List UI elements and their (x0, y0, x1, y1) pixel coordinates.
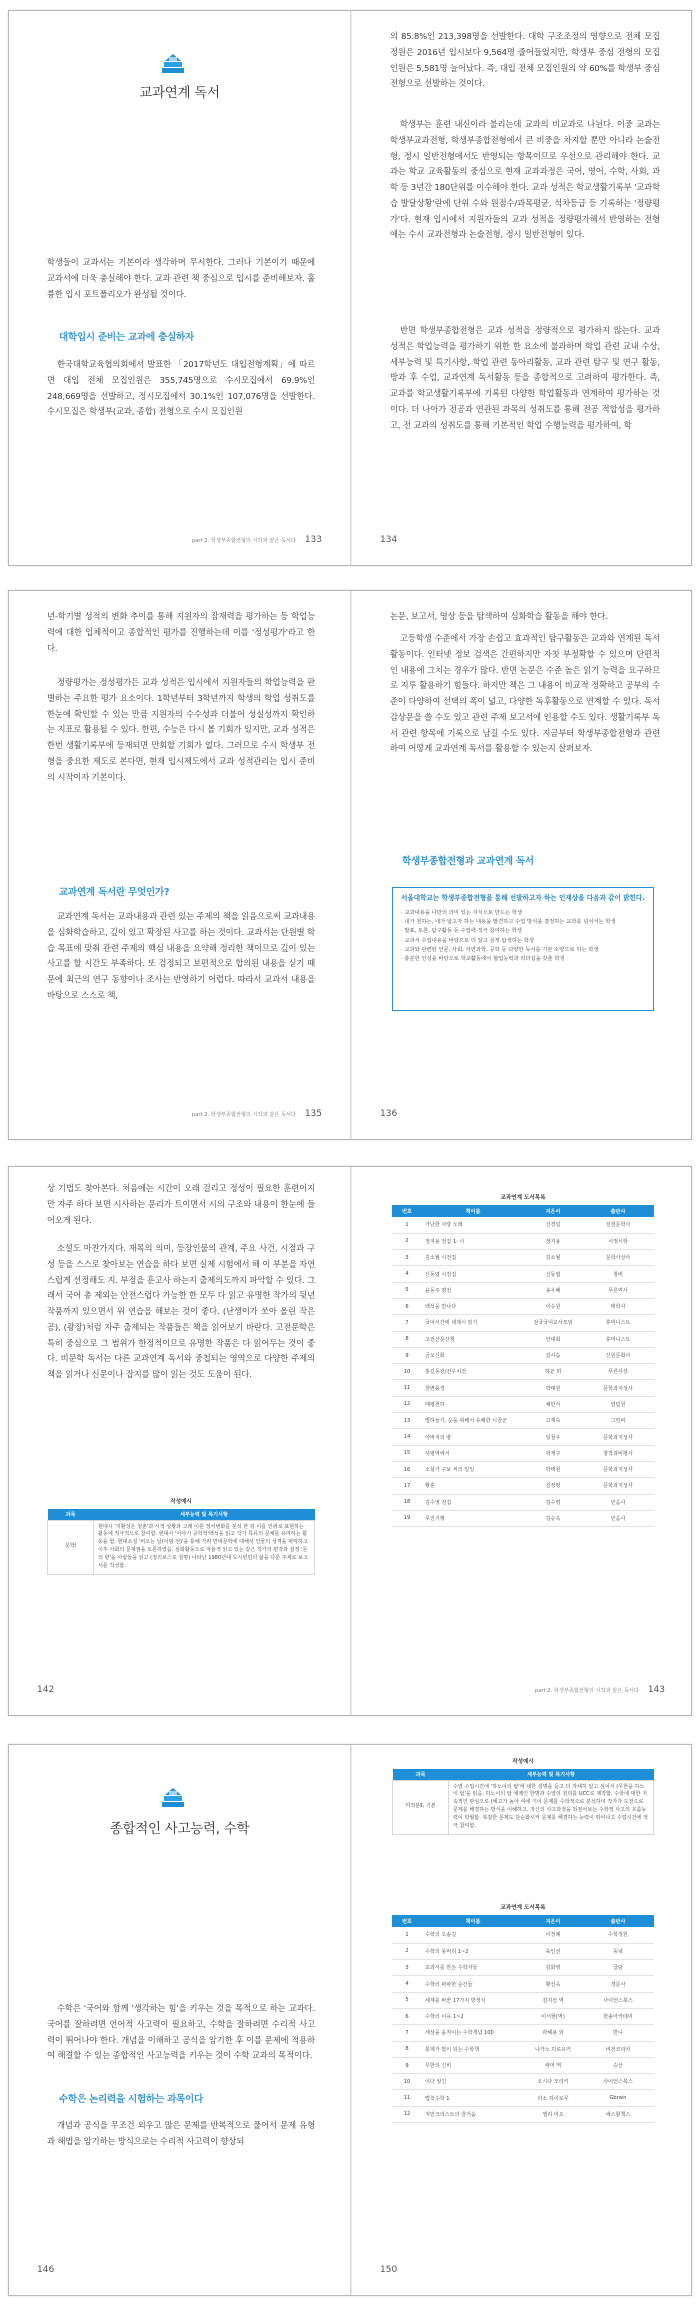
spread-146-150 (8, 1744, 692, 2296)
booklist-table (392, 1915, 654, 2123)
page-number: 142 (37, 1685, 55, 1695)
body-paragraph: 개념과 공식을 무조건 외우고 많은 문제를 반복적으로 풀어서 문제 유형과 해법을 암기하는 방식으로는 수리적 사고력이 향상되 (47, 2120, 315, 2146)
book-title: 무진기행 (422, 1510, 524, 1526)
book-publisher: 승산 (582, 2057, 654, 2073)
book-number: 7 (392, 2025, 422, 2041)
book-title: 정지용 전집 1: 시 (422, 1233, 524, 1249)
book-publisher: 휴머니스트 (582, 1315, 654, 1331)
col-title: 책이름 (422, 1915, 524, 1927)
callout-title: 서울대학교는 학생부종합전형을 통해 선발하고자 하는 인재상을 다음과 같이 밝힌다. (401, 894, 645, 902)
book-author: 육인선 (524, 1943, 582, 1959)
page-134 (352, 11, 692, 565)
booklist-row (392, 2041, 654, 2057)
page-150 (352, 1745, 692, 2295)
body-paragraph: 수학은 '국어와 함께 '생각하는 힘'을 키우는 것을 목적으로 하는 교과다. 국어를 잘하려면 언어적 사고력이 필요하고, 수학을 잘하려면 수리적 사고력이 뛰어나야 한다. 개념을 이해하고 공식을 암기한 후 이를 문제에 적용하여 해결할 수 있는 종합적인 사고능력을 키우는 것이 수학 교과의 목적이다. (47, 2003, 315, 2061)
book-publisher: 창비 (582, 1266, 654, 1282)
book-number: 4 (392, 1266, 422, 1282)
book-number: 12 (392, 1396, 422, 1412)
booklist-header-row (392, 1915, 654, 1927)
book-publisher: 에스할책스 (582, 2106, 654, 2122)
book-number: 7 (392, 1315, 422, 1331)
book-number: 4 (392, 1976, 422, 1992)
book-author: 이정례 (524, 1927, 582, 1943)
running-head: part 2. 학생부종합전형의 시작과 끝은 독서다 (191, 1112, 296, 1118)
record-text: 수열 수업시간에 '하노이의 탑'에 대한 설명을 듣고 더 자세히 알고 싶어서 (무한을 하노이 탑'을 읽음. 하노이의 탑 예제인 한명과 수열의 원리를 UCC로 제작함. 수학에 대한 지속적인 관심으로 (예고가 높아 여에 기이 문제를 수학적으로 분석하여 작가가 도전으로 문제를 해결하는 방식을 이해하고, 자신의 사고과정을 되짚어보는 수학적 사고의 흐름능력이 탁월함. 복잡한 문제도 단순화시켜 문제를 해결하는 능력이 뛰어나고 수업시간에 적극 참여함. (449, 1780, 654, 1834)
book-number: 17 (392, 1478, 422, 1494)
book-stack-icon (160, 1787, 186, 1809)
book-number: 18 (392, 1494, 422, 1510)
body-paragraph: 정량평가는 정성평가든 교과 성적은 입시에서 지원자들의 학업능력을 판별하는 주요한 평가 요소이다. 1학년부터 3학년까지 학생의 학업 성취도를 한눈에 확인할 수 있는 만큼 지원자의 수수성과 더불어 성실성까지 확인하는 지표로 활용될 수 있다. 한편, 수능은 다시 볼 기회가 있지만, 교과 성적은 한번 생활기록부에 등재되면 만회할 기회가 없다. 그러므로 수시 학생부 전형을 중요한 제도로 본다면, 현재 입시제도에서 교과 성적관리는 입시 준비의 시작이자 기본이다. (47, 677, 315, 782)
booklist-row (392, 1478, 654, 1494)
book-title: 소설가 구보 씨의 일일 (422, 1461, 524, 1477)
col-author: 지은이 (524, 1915, 582, 1927)
book-number: 2 (392, 1943, 422, 1959)
book-title: 윤동주 평전 (422, 1282, 524, 1298)
booklist-row (392, 1510, 654, 1526)
record-text: 현대시 '지환성은 청춘'과 시적 상황과 고래 이론 정서변화를 분석 한 뒤 이를 인위로 표현하는 활동에 적극적으로 참여함. 현대시 '이야기 공학적'백석을 읽고 작가 특유의 문체를 유미하는 활동을 함. 현대소설 '비오는 날(이범 선)'을 통해 가려 반대문학에 대해서 인물의 성격을 파악하고 이후 사회의 문제점을 토론하였음. 심화활동으로 자율적 읽고 있는 같은 작가의 편작과 설정 '문의 향'을 사람들을 읽고 (정의보스로 설명) 나타난 1980년대 도시빈민의 삶을 다룬 주제로 보고서를 작성함. (94, 1520, 315, 1574)
book-publisher: 민음사 (582, 1494, 654, 1510)
book-title: 천변풍경 (422, 1380, 524, 1396)
book-number: 10 (392, 1364, 422, 1380)
page-number: 143 (647, 1685, 665, 1695)
book-title: 통계가 빛이 되는 수학책 (422, 2041, 524, 2057)
booklist-row (392, 1976, 654, 1992)
book-publisher: 휴머니스트 (582, 1331, 654, 1347)
book-author: 김소월 (524, 1250, 582, 1266)
record-row (393, 1780, 654, 1834)
booklist-row (392, 1429, 654, 1445)
spread-133-134 (8, 10, 692, 566)
booklist-row (392, 1347, 654, 1363)
booklist-row (392, 1445, 654, 1461)
body-paragraph: 한국대학교육협의회에서 발표한 「2017학년도 대입전형계획」에 따르면 대입 전체 모집인원은 355,745명으로 수시모집에서 69.9%인 248,669명을 선발하고, 정시모집에서 30.1%인 107,076명을 선발한다. 수시모집은 학생부(교과, 종합) 전형으로 수시 모집인원 (47, 359, 315, 417)
col-title: 책이름 (422, 1205, 524, 1217)
book-author: 전국국어교사모임 (524, 1315, 582, 1331)
book-author: 라헤용 외 (524, 2025, 582, 2041)
record-example (47, 1497, 315, 1575)
booklist-row (392, 1380, 654, 1396)
book-publisher: 그린비 (582, 1413, 654, 1429)
book-title: 수학의 몽머리 1~2 (422, 1943, 524, 1959)
record-caption: 작성예시 (170, 1499, 192, 1505)
book-publisher: 서정시학 (582, 1233, 654, 1249)
booklist-row (392, 1250, 654, 1266)
record-col-detail: 세부능력 및 특기사항 (94, 1509, 315, 1520)
book-title: 수학의 오솔길 (422, 1927, 524, 1943)
page-143 (352, 1167, 692, 1715)
chapter-title: 종합적인 사고능력, 수학 (109, 1821, 250, 1837)
book-author: 박태원 (524, 1461, 582, 1477)
book-title: 교과서를 만든 수학자들 (422, 1960, 524, 1976)
book-author: 신동엽 (524, 1266, 582, 1282)
book-title: 사평역에서 (422, 1445, 524, 1461)
book-number: 9 (392, 2057, 422, 2073)
spread-135-136 (8, 590, 692, 1140)
booklist-header-row (392, 1205, 654, 1217)
book-author: 김수영 (524, 1494, 582, 1510)
book-number: 5 (392, 1992, 422, 2008)
book-number: 6 (392, 2008, 422, 2024)
book-publisher: 문학사상사 (582, 1250, 654, 1266)
book-author: 김정평 (524, 1478, 582, 1494)
section-heading: 수학은 논리력을 시험하는 과목이다 (59, 2094, 203, 2105)
booklist-row (392, 1960, 654, 1976)
book-author: 김화영 (524, 1960, 582, 1976)
booklist-row (392, 1331, 654, 1347)
book-title: 신동엽 시전집 (422, 1266, 524, 1282)
booklist (392, 1193, 654, 1527)
booklist-table (392, 1205, 654, 1527)
book-title: 국어시간에 세계시 읽기 (422, 1315, 524, 1331)
body-paragraph: 교과연계 독서는 교과내용과 관련 있는 주제의 책을 읽음으로써 교과내용을 심화학습하고, 깊이 있고 확장된 사고를 하는 것이다. 교과서는 단원별 학습 목표에 맞춰 관련 주제의 핵심 내용을 요약해 정리한 책이므로 깊이 있는 사고를 할 시간도 부족하다. 또 검정되고 보편적으로 합의된 내용을 싣기 때문에 최근의 연구 동향이나 조사는 반영하기 어렵다. 따라서 교과서 내용을 바탕으로 스스로 책, (47, 911, 315, 1000)
book-author: 엘리 마오 (524, 2106, 582, 2122)
callout-item: · 내가 원하는, 내가 알고자 하는 내용을 발견하고 수업 방식을 결정하는 교과를 넘어서는 학생 (401, 919, 616, 926)
book-title: 가난한 사랑 노래 (422, 1217, 524, 1233)
book-author: 허균 외 (524, 1364, 582, 1380)
record-table (47, 1509, 315, 1575)
book-publisher: 푸른사상 (582, 1364, 654, 1380)
body-paragraph: 학생들이 교과서는 기본이라 생각하며 무시한다. 그러나 기본이기 때문에 교과서에 더욱 충실해야 한다. 교과 관련 책 중심으로 입시를 준비해보자. 훌륭한 입시 포트폴리오가 완성될 것이다. (47, 257, 315, 299)
book-title: 세계를 바꾼 17가지 방정식 (422, 1992, 524, 2008)
book-publisher: 열림원 (582, 1396, 654, 1412)
book-number: 19 (392, 1510, 422, 1526)
book-number: 8 (392, 1331, 422, 1347)
book-author: 오시다 모리키 (524, 2074, 582, 2090)
book-number: 1 (392, 1927, 422, 1943)
body-paragraph: 소설도 마찬가지다. 재목의 의미, 등장인물의 관계, 주요 사건, 시점과 구성 등을 스스로 찾아보는 연습을 하다 보면 실제 시험에서 해 이 부분을 자연스럽게 선정해도 지. 부정을 훈고사 하는지 출제의도까지 파악할 수 있다. 그래서 국어 총 제외는 안전스럽다 가능한 한 모두 다 읽고 유명한 작가의 뒷년 작품까지 있으면서 위 연습을 해보는 것이 좋다. (난생이가 쏘아 올린 작은 공), (광장)처럼 자주 출제되는 작품들은 책을 읽어보기 바란다. 고전문학은 특히 중심으로 그 범위가 한정적이므로 유명한 작품은 다 읽어두는 것이 좋다. 비문학 독서는 다른 교과연계 독서와 중첩되는 영역으로 다양한 주제의 책을 읽거나 신문이나 잡지를 많이 읽는 것도 도움이 된다. (47, 1243, 315, 1379)
book-stack-icon (160, 53, 186, 75)
booklist-row (392, 1992, 654, 2008)
section-heading: 학생부종합전형과 교과연계 독서 (402, 856, 534, 867)
book-title: 황혼 (422, 1478, 524, 1494)
callout-list (401, 909, 645, 965)
booklist-row (392, 1943, 654, 1959)
book-title: 김소월 시전집 (422, 1250, 524, 1266)
booklist-body (392, 1927, 654, 2123)
book-number: 3 (392, 1960, 422, 1976)
book-publisher: 문학과지성사 (582, 1461, 654, 1477)
body-paragraph: 고등학생 수준에서 가장 손쉽고 효과적인 탐구활동은 교과와 연계된 독서활동이다. 인터넷 정보 검색은 간편하지만 자칫 부정확할 수 있으며 단편적인 내용에 그치는 경우가 많다. 반면 논문은 수준 높은 읽기 능력을 요구하므로 지루 활용하기 힘들다. 하지만 책은 그 내용이 비교적 정확하고 공부의 수준이 다양하여 선택의 폭이 넓고, 다양한 독후활동으로 연계할 수 있다. 독서감상문을 쓸 수도 있고 관련 주제 보고서에 인용할 수도 있다. 생활기록부 독서 관련 항목에 기록으로 남길 수도 있다. 지금부터 학생부종합전형과 관련하여 어떻게 교과연계 독서를 활용할 수 있는지 살펴보자. (390, 633, 660, 754)
body-paragraph: 논문, 보고서, 영상 등을 탐색하여 심화학습 활동을 해야 한다. (390, 611, 608, 621)
book-number: 12 (392, 2106, 422, 2122)
book-publisher: Gbrain (582, 2090, 654, 2106)
booklist (392, 1903, 654, 2123)
book-title: 아버지의 땅 (422, 1429, 524, 1445)
book-title: 이다 알긴 (422, 2074, 524, 2090)
book-title: 태평천하 (422, 1396, 524, 1412)
book-author: 김승옥 (524, 1510, 582, 1526)
col-publisher: 출판사 (582, 1205, 654, 1217)
book-publisher: 민음사 (582, 1510, 654, 1526)
col-number: 번호 (392, 1915, 422, 1927)
book-author: 송우혜 (524, 1282, 582, 1298)
page-142 (9, 1167, 350, 1715)
book-author: 이승원 (524, 1298, 582, 1314)
record-subject: 문학Ⅰ (48, 1520, 94, 1574)
section-heading: 교과연계 독서란 무엇인가? (59, 887, 170, 898)
book-title: 금오신화 (422, 1347, 524, 1363)
page-number: 150 (380, 2265, 398, 2275)
record-example (392, 1757, 654, 1835)
book-author: 나가노 히로유키 (524, 2041, 582, 2057)
book-title: 세상을 움직이는 수학개념 100 (422, 2025, 524, 2041)
callout-item: · 교과서 수업내용을 바탕으로 더 알고 싶게 탐색하는 학생 (401, 937, 534, 944)
book-author: 안대회 (524, 1331, 582, 1347)
book-publisher: 문학과지성사 (582, 1478, 654, 1494)
page-footer (192, 1109, 322, 1119)
book-title: 홍길동전/전우치전 (422, 1364, 524, 1380)
book-publisher: 글담 (582, 1960, 654, 1976)
book-title: 무한의 신비 (422, 2057, 524, 2073)
booklist-row (392, 1364, 654, 1380)
record-header-row (48, 1509, 315, 1520)
book-title: 고전산문산책 (422, 1331, 524, 1347)
book-number: 2 (392, 1233, 422, 1249)
body-paragraph: 상 기법도 찾아본다. 처음에는 시간이 오래 걸리고 정성이 필요한 훈련이지만 자주 하다 보면 시사하는 문리가 트이면서 시의 구조와 내용이 한눈에 들어오게 된다. (47, 1183, 315, 1225)
callout-item: · 교과내용을 나만의 의미 있는 지식으로 만드는 학생 (401, 909, 522, 916)
book-number: 13 (392, 1413, 422, 1429)
book-author: 채만식 (524, 1396, 582, 1412)
callout-box (392, 887, 654, 1011)
book-number: 10 (392, 2074, 422, 2090)
book-number: 3 (392, 1250, 422, 1266)
record-caption: 작성예시 (512, 1759, 534, 1765)
section-heading: 대학입시 준비는 교과에 충실하자 (59, 332, 195, 343)
body-paragraph: 반면 학생부종합전형은 교과 성적을 정량적으로 평가하지 않는다. 교과 성적은 학업능력을 평가하기 위한 한 요소에 불과하며 학업 관련 교내 수상, 세부능력 및 특기사항, 학업 관련 동아리활동, 교과 관련 탐구 및 연구 활동, 방과 후 수업, 교과연계 독서활동 등을 종합적으로 고려하여 평가한다. 즉, 교과를 학교생활기록부에 기록된 다양한 학업활동과 연계하여 평가하는 것이다. 더 나아가 전공과 연관된 과목의 성취도를 통해 전공 적합성을 평가하고, 전 교과의 성취도를 통해 기본적인 학업 수행능력을 평가하여, 학 (390, 325, 660, 430)
book-publisher: 사이언스북스 (582, 1992, 654, 2008)
book-number: 1 (392, 1217, 422, 1233)
record-row (48, 1520, 315, 1574)
book-author: 리소 하이로무 (524, 2090, 582, 2106)
book-title: 지민크리스트의 즐거움 (422, 2106, 524, 2122)
book-publisher: 반니 (582, 2025, 654, 2041)
book-publisher: 문학과지성사 (582, 1380, 654, 1396)
book-publisher: 실천문학사 (582, 1217, 654, 1233)
page-135 (9, 591, 350, 1139)
book-publisher: 한솔아카데미 (582, 2008, 654, 2024)
page-146 (9, 1745, 350, 2295)
book-author: 곽재구 (524, 1445, 582, 1461)
book-publisher: 사이언스북스 (582, 2074, 654, 2090)
page-number: 133 (304, 535, 322, 545)
book-author: 황선욱 (524, 1976, 582, 1992)
body-paragraph: 년-학기별 성적의 변화 추이를 통해 지원자의 잠재력을 평가하는 등 학업능력에 대한 입체적이고 종합적인 평가를 진행하는데 이를 '정성평가'라고 한다. (47, 611, 315, 653)
book-author: 박태원 (524, 1380, 582, 1396)
booklist-row (392, 1233, 654, 1249)
book-author: 이서현(역) (524, 2008, 582, 2024)
booklist-body (392, 1217, 654, 1527)
booklist-row (392, 2106, 654, 2122)
page-footer (192, 535, 322, 545)
booklist-row (392, 2008, 654, 2024)
body-paragraph: 의 85.8%인 213,398명을 선발한다. 대학 구조조정의 영향으로 전체 모집정원은 2016년 입시보다 9,564명 줄어들었지만, 학생부 중심 전형의 모집인원은 5,581명 늘어났다. 즉, 대입 전체 모집인원의 약 60%를 학생부 중심 전형으로 선발하는 것이다. (390, 31, 660, 89)
page-136 (352, 591, 692, 1139)
book-publisher: 푸른역사 (582, 1282, 654, 1298)
chapter-title: 교과연계 독서 (139, 85, 220, 101)
page-footer (535, 1685, 665, 1695)
booklist-row (392, 2074, 654, 2090)
book-number: 16 (392, 1461, 422, 1477)
book-publisher: 문학과지성사 (582, 1429, 654, 1445)
page-number: 134 (380, 535, 398, 545)
booklist-row (392, 2090, 654, 2106)
book-publisher: 태학사 (582, 1298, 654, 1314)
record-header-row (393, 1769, 654, 1780)
book-number: 11 (392, 1380, 422, 1396)
record-subject: 미적분Ⅱ, 기본 (393, 1780, 449, 1834)
booklist-row (392, 1298, 654, 1314)
booklist-row (392, 1461, 654, 1477)
booklist-row (392, 2057, 654, 2073)
book-number: 15 (392, 1445, 422, 1461)
book-number: 9 (392, 1347, 422, 1363)
callout-item: · 충분한 인성을 바탕으로 학교활동에서 협업능력과 리더십을 갖춘 학생 (401, 956, 565, 963)
booklist-row (392, 1494, 654, 1510)
record-col-subject: 과목 (48, 1509, 94, 1520)
book-title: 수학의 이유 1~2 (422, 2008, 524, 2024)
page-number: 146 (37, 2265, 55, 2275)
book-author: 애머 역 (524, 2057, 582, 2073)
spread-142-143 (8, 1166, 692, 1716)
callout-item: · 교과와 관련된 인문, 사회, 자연과학, 공학 등 다양한 독서를 기본 소양으로 하는 학생 (401, 946, 599, 953)
book-publisher: 동녘 (582, 1943, 654, 1959)
page-number: 135 (304, 1109, 322, 1119)
booklist-row (392, 1315, 654, 1331)
book-title: 별하늘가, 옷을 위해서 유쾌한 시골군 (422, 1413, 524, 1429)
col-publisher: 출판사 (582, 1915, 654, 1927)
booklist-row (392, 1413, 654, 1429)
book-number: 8 (392, 2041, 422, 2057)
body-paragraph: 학생부는 훈련 내신이라 불리는데 교과의 비교과로 나뉜다. 이중 교과는 학생부교과전형, 학생부종합전형에서 큰 비중을 차지할 뿐만 아니라 논술전형, 정시 일반전형에서도 반영되는 항목이므로 우선으로 관리해야 한다. 교과는 학교 교육활동의 중심으로 현재 교과과정은 국어, 영어, 수학, 사회, 과학 등 3년간 180단위를 이수해야 한다. 교과 성적은 학교생활기록부 '교과학습 발달상황'란에 단위 수와 원점수/과목평균, 석차등급 등 기록하는 '정량평가'다. 현재 입시에서 지원자들의 교과 성적을 정량평가해서 반영하는 전형에는 수시 교과전형과 논술전형, 정시 일반전형이 있다. (390, 119, 660, 240)
book-publisher: 수학정원 (582, 1927, 654, 1943)
book-title: 수학의 파파한 순간들 (422, 1976, 524, 1992)
booklist-caption: 교과연계 도서목록 (500, 1905, 546, 1911)
book-publisher: 신원문화사 (582, 1347, 654, 1363)
callout-item: · 발표, 토론, 탐구활동 등 수업에 적극 참여하는 학생 (401, 928, 522, 935)
book-title: 김수영 전집 (422, 1494, 524, 1510)
col-author: 지은이 (524, 1205, 582, 1217)
book-author: 정지용 (524, 1233, 582, 1249)
record-col-detail: 세부능력 및 특기사항 (449, 1769, 654, 1780)
book-author: 김지선 역 (524, 1992, 582, 2008)
record-col-subject: 과목 (393, 1769, 449, 1780)
book-title: 법칙수학 1 (422, 2090, 524, 2106)
booklist-row (392, 1282, 654, 1298)
record-table (392, 1769, 654, 1835)
book-publisher: 비전코리아 (582, 2041, 654, 2057)
book-publisher: 경문사 (582, 1976, 654, 1992)
booklist-row (392, 2025, 654, 2041)
running-head: part 2. 학생부종합전형의 시작과 끝은 독서다 (191, 538, 296, 544)
book-number: 11 (392, 2090, 422, 2106)
book-author: 임철우 (524, 1429, 582, 1445)
running-head: part 2. 학생부종합전형의 시작과 끝은 독서다 (534, 1688, 639, 1694)
booklist-caption: 교과연계 도서목록 (500, 1195, 546, 1201)
book-number: 6 (392, 1298, 422, 1314)
book-number: 14 (392, 1429, 422, 1445)
page-number: 136 (380, 1109, 398, 1119)
book-author: 신경림 (524, 1217, 582, 1233)
booklist-row (392, 1266, 654, 1282)
booklist-row (392, 1927, 654, 1943)
book-number: 5 (392, 1282, 422, 1298)
page-133 (9, 11, 350, 565)
book-author: 고재숙 (524, 1413, 582, 1429)
booklist-row (392, 1396, 654, 1412)
col-number: 번호 (392, 1205, 422, 1217)
book-title: 백석을 만나다 (422, 1298, 524, 1314)
book-author: 김시습 (524, 1347, 582, 1363)
book-publisher: 창작과비평사 (582, 1445, 654, 1461)
booklist-row (392, 1217, 654, 1233)
